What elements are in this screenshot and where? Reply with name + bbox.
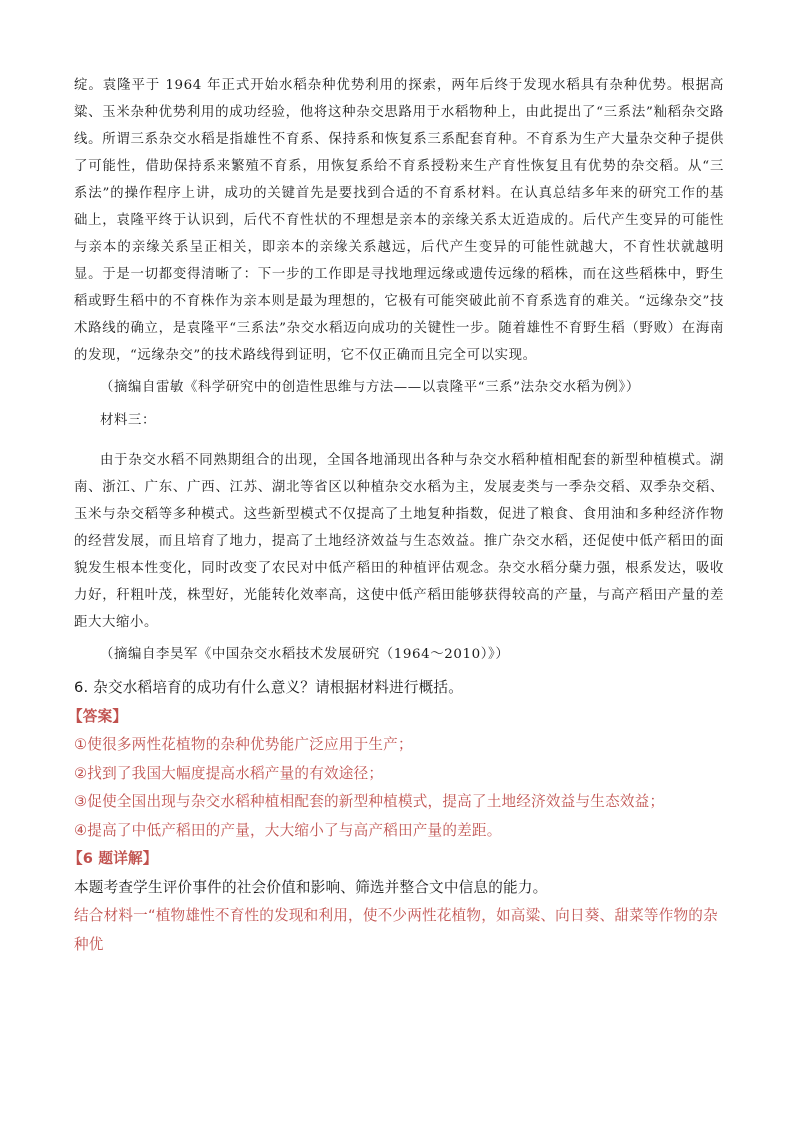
answer-tag: 【答案】 — [68, 707, 128, 725]
document-content — [68, 72, 724, 959]
material-two-source: （摘编自雷敏《科学研究中的创造性思维与方法——以袁隆平“三系”法杂交水稻为例》） — [100, 380, 640, 395]
analysis-line-1: 本题考查学生评价事件的社会价值和影响、筛选并整合文中信息的能力。 — [74, 878, 548, 896]
analysis-tag: 【6 题详解】 — [68, 850, 158, 868]
answer-item-1: ①使很多两性花植物的杂种优势能广泛应用于生产； — [74, 736, 413, 754]
answer-item-3: ③促使全国出现与杂交水稻种植相配套的新型种植模式，提高了土地经济效益与生态效益； — [74, 793, 665, 811]
material-three-paragraph: 由于杂交水稻不同熟期组合的出现，全国各地涌现出各种与杂交水稻种植相配套的新型种植模式。湖南、浙江、广东、广西、江苏、湖北等省区以种植杂交水稻为主，发展麦类与一季杂交稻、双季杂交稻、玉米与杂交稻等多种模式。这些新型模式不仅提高了土地复种指数，促进了粮食、食用油和多种经济作物的经营发展，而且培育了地力，提高了土地经济效益与生态效益。推广杂交水稻，还促使中低产稻田的面貌发生根本性变化，同时改变了农民对中低产稻田的种植评估观念。杂交水稻分蘖力强，根系发达，吸收力好，秆粗叶茂，株型好，光能转化效率高，这使中低产稻田能够获得较高的产量，与高产稻田产量的差距大大缩小。 — [74, 453, 724, 631]
material-three-source: （摘编自李昊军《中国杂交水稻技术发展研究（1964～2010）》） — [100, 647, 510, 663]
answer-item-4: ④提高了中低产稻田的产量，大大缩小了与高产稻田产量的差距。 — [74, 821, 502, 839]
material-three-label: 材料三： — [100, 413, 156, 428]
analysis-line-2: 结合材料一“植物雄性不育性的发现和利用，使不少两性花植物，如高粱、向日葵、甜菜等作物的杂种优 — [74, 907, 718, 953]
material-two-paragraph: 绽。袁隆平于 1964 年正式开始水稻杂种优势利用的探索，两年后终于发现水稻具有杂种优势。根据高粱、玉米杂种优势利用的成功经验，他将这种杂交思路用于水稻物种上，由此提出了“三系法”籼稻杂交路线。所谓三系杂交水稻是指雄性不育系、保持系和恢复系三系配套育种。不育系为生产大量杂交种子提供了可能性，借助保持系来繁殖不育系，用恢复系给不育系授粉来生产育性恢复且有优势的杂交稻。从“三系法”的操作程序上讲，成功的关键首先是要找到合适的不育系材料。在认真总结多年来的研究工作的基础上，袁隆平终于认识到，后代不育性状的不理想是亲本的亲缘关系太近造成的。后代产生变异的可能性与亲本的亲缘关系呈正相关，即亲本的亲缘关系越远，后代产生变异的可能性就越大，不育性状就越明显。于是一切都变得清晰了：下一步的工作即是寻找地理远缘或遗传远缘的稻株，而在这些稻株中，野生稻或野生稻中的不育株作为亲本则是最为理想的，它极有可能突破此前不育系选育的难关。“远缘杂交”技术路线的确立，是袁隆平“三系法”杂交水稻迈向成功的关键性一步。随着雄性不育野生稻（野败）在海南的发现，“远缘杂交”的技术路线得到证明，它不仅正确而且完全可以实现。 — [74, 78, 724, 363]
answer-item-2: ②找到了我国大幅度提高水稻产量的有效途径； — [74, 764, 384, 782]
question-six: 6. 杂交水稻培育的成功有什么意义？请根据材料进行概括。 — [74, 679, 464, 697]
